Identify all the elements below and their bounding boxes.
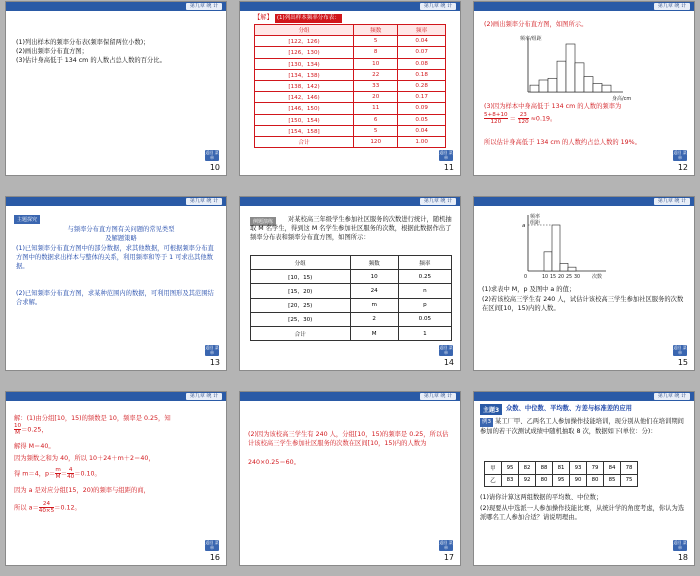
table-row bbox=[251, 326, 452, 340]
x-tick-label: 25 bbox=[566, 275, 573, 280]
table-cell: 0.04 bbox=[398, 36, 446, 47]
answer-line-2: (3)因为样本中身高低于 134 cm 的人数的频率为 bbox=[484, 103, 622, 110]
table-cell: 92 bbox=[519, 474, 536, 487]
histogram-bar bbox=[530, 85, 539, 92]
slide-11[interactable] bbox=[239, 1, 461, 176]
x-tick-label: 15 bbox=[550, 275, 557, 280]
solution-result: 240×0.25＝60。 bbox=[248, 459, 300, 466]
table-cell: 0.17 bbox=[398, 92, 446, 103]
topic-title: 众数、中位数、平均数、方差与标准差的应用 bbox=[506, 405, 632, 412]
top-bar bbox=[240, 197, 460, 206]
table-row bbox=[255, 92, 446, 103]
table-cell: 8 bbox=[354, 47, 398, 58]
solution-line-1b bbox=[14, 423, 48, 436]
fraction-numerator: 23 bbox=[519, 112, 527, 118]
fraction-denominator: M bbox=[55, 474, 61, 480]
table-cell: [130，134) bbox=[255, 58, 354, 69]
question-text bbox=[16, 38, 216, 65]
back-menu-icon[interactable]: 返回 菜单 bbox=[439, 150, 453, 160]
topic-title-line: 与频率分布直方图有关问题的常见类型 bbox=[67, 226, 175, 233]
x-tick-label: 30 bbox=[574, 275, 581, 280]
histogram-bar bbox=[548, 78, 557, 92]
approx-value: ≈0.19。 bbox=[530, 115, 557, 123]
topic-title-line: 及解题策略 bbox=[105, 235, 137, 242]
x-axis-label: 身高/cm bbox=[612, 96, 632, 102]
table-cell: [146，150) bbox=[255, 103, 354, 114]
table-cell: 81 bbox=[553, 462, 570, 475]
topic-title bbox=[26, 225, 216, 243]
chapter-label: 第九章 统 计 bbox=[654, 393, 690, 400]
table-cell: 0.05 bbox=[398, 312, 451, 326]
back-menu-icon[interactable]: 返回 菜单 bbox=[205, 150, 219, 160]
x-axis-label: 次数 bbox=[592, 274, 603, 280]
table-row bbox=[255, 69, 446, 80]
slide-16[interactable] bbox=[5, 391, 227, 566]
table-cell: 20 bbox=[354, 92, 398, 103]
x-tick-label: 10 bbox=[542, 275, 549, 280]
top-bar bbox=[240, 392, 460, 401]
histogram-bar bbox=[584, 77, 593, 92]
chapter-label: 第九章 统 计 bbox=[186, 3, 222, 10]
table-cell: 0.25 bbox=[398, 270, 451, 284]
solution-text: 得 m＝4，p＝ bbox=[14, 470, 56, 478]
table-cell: 85 bbox=[604, 474, 621, 487]
table-row bbox=[251, 298, 452, 312]
slide-10[interactable] bbox=[5, 1, 227, 176]
table-cell: M bbox=[350, 326, 398, 340]
slide-18[interactable] bbox=[473, 391, 695, 566]
question-2: (2)若该校高三学生有 240 人，试估计该校高三学生参加社区服务的次数在区间[10，15)内的人数。 bbox=[482, 296, 684, 312]
example-badge: 例3 bbox=[482, 419, 491, 425]
table-row bbox=[255, 136, 446, 147]
table-cell: 11 bbox=[354, 103, 398, 114]
solution-line-4 bbox=[14, 467, 101, 480]
histogram-bar bbox=[552, 225, 560, 271]
solution-tag: 【解】 bbox=[254, 14, 273, 21]
question-item: (3)估计身高低于 134 cm 的人数占总人数的百分比。 bbox=[16, 57, 166, 64]
back-menu-icon[interactable]: 返回 菜单 bbox=[673, 345, 687, 355]
table-cell: 0.28 bbox=[398, 80, 446, 91]
y-axis-label: 频率 bbox=[530, 214, 541, 220]
fraction-numerator: 24 bbox=[42, 501, 51, 507]
table-header-cell: 频率 bbox=[398, 25, 446, 36]
table-cell: 10 bbox=[354, 58, 398, 69]
slide-15[interactable] bbox=[473, 196, 695, 371]
slide-number: 16 bbox=[209, 553, 220, 562]
x-tick-label: 20 bbox=[558, 275, 565, 280]
table-header-cell: 分组 bbox=[251, 256, 351, 270]
table-row bbox=[485, 474, 638, 487]
table-cell: 合计 bbox=[255, 136, 354, 147]
table-cell: 5 bbox=[354, 36, 398, 47]
chapter-label: 第九章 统 计 bbox=[654, 198, 690, 205]
back-menu-icon[interactable]: 返回 菜单 bbox=[439, 540, 453, 550]
table-cell: [154，158] bbox=[255, 125, 354, 136]
table-cell: 120 bbox=[354, 136, 398, 147]
frequency-table bbox=[254, 24, 446, 148]
table-row bbox=[255, 36, 446, 47]
top-bar bbox=[6, 2, 226, 11]
table-cell: 80 bbox=[587, 474, 604, 487]
table-row bbox=[255, 58, 446, 69]
top-bar bbox=[474, 2, 694, 11]
solution-paragraph: (2)因为该校高三学生有 240 人，分组[10，15)的频率是 0.25，所以估计该校高三学生参加社区服务的次数在区间[10，15)内的人数为 bbox=[248, 431, 449, 447]
slide-17[interactable] bbox=[239, 391, 461, 566]
solution-line-2: 解得 M＝40。 bbox=[14, 443, 55, 450]
table-cell: 75 bbox=[621, 474, 638, 487]
histogram-bar bbox=[560, 263, 568, 271]
slide-number: 14 bbox=[443, 358, 454, 367]
table-row bbox=[251, 312, 452, 326]
topic-paragraph-1: (1)已知频率分布直方图中的部分数据，求其他数据，可根据频率分布直方图中的数据求出样本与整体的关系，利用频率和等于 1 可求出其他数据。 bbox=[16, 245, 214, 270]
table-cell: 33 bbox=[354, 80, 398, 91]
table-cell: 22 bbox=[354, 69, 398, 80]
table-cell: 0.04 bbox=[398, 125, 446, 136]
back-menu-icon[interactable]: 返回 菜单 bbox=[439, 345, 453, 355]
topic-badge: 主题探究 bbox=[14, 215, 40, 224]
table-cell: [15，20) bbox=[251, 284, 351, 298]
example-paragraph: 某工厂甲、乙两名工人参加操作技能培训，现分别从他们在培训期间参加的若干次测试成绩中随机抽取 8 次，数据如下(单位：分)： bbox=[480, 418, 684, 435]
table-cell: [142，146) bbox=[255, 92, 354, 103]
table-cell: 0.07 bbox=[398, 47, 446, 58]
fraction-denominator: 40 bbox=[67, 474, 75, 480]
solution-line-5: 因为 a 是对应分组[15，20)的频率与组距的商， bbox=[14, 487, 150, 494]
fraction-denominator: 120 bbox=[517, 119, 529, 125]
fraction-denominator: M bbox=[15, 430, 20, 436]
answer-line-3: 所以估计身高低于 134 cm 的人数约占总人数的 19%。 bbox=[484, 139, 641, 146]
solution-title: (1)列出样本频率分布表： bbox=[276, 15, 340, 21]
table-cell: 6 bbox=[354, 114, 398, 125]
table-cell: 83 bbox=[502, 474, 519, 487]
table-row bbox=[251, 270, 452, 284]
table-row bbox=[255, 47, 446, 58]
slide-number: 17 bbox=[443, 553, 454, 562]
chapter-label: 第九章 统 计 bbox=[654, 3, 690, 10]
top-bar bbox=[474, 392, 694, 401]
question-1: (1)请你计算这两组数据的平均数、中位数； bbox=[480, 494, 603, 501]
table-cell: [138，142) bbox=[255, 80, 354, 91]
table-cell: [25，30) bbox=[251, 312, 351, 326]
table-cell: [122，126) bbox=[255, 36, 354, 47]
table-cell: 78 bbox=[621, 462, 638, 475]
question-item: (2)画出频率分布直方图； bbox=[16, 48, 88, 55]
table-row bbox=[255, 80, 446, 91]
table-cell: [126，130) bbox=[255, 47, 354, 58]
table-cell: 79 bbox=[587, 462, 604, 475]
back-menu-icon[interactable]: 返回 菜单 bbox=[673, 540, 687, 550]
fraction-numerator: 10 bbox=[14, 423, 22, 429]
table-cell: 2 bbox=[350, 312, 398, 326]
table-cell: n bbox=[398, 284, 451, 298]
solution-text: ＝0.10。 bbox=[74, 470, 101, 478]
example-text bbox=[480, 417, 690, 436]
solution-line-3: 因为频数之和为 40，所以 10＋24＋m＋2＝40， bbox=[14, 455, 155, 462]
solution-line-6 bbox=[14, 501, 81, 514]
example-intro: 对某校高三年级学生参加社区服务的次数进行统计，随机抽取 M 名学生，得到这 M 名学生参加社区服务的次数，根据此数据作出了频率分布表和频率分布直方图，如图所示： bbox=[250, 216, 452, 241]
slide-number: 12 bbox=[677, 163, 688, 172]
histogram-bar bbox=[593, 83, 602, 92]
table-cell: m bbox=[350, 298, 398, 312]
table-cell: 0.08 bbox=[398, 58, 446, 69]
slide-13[interactable] bbox=[5, 196, 227, 371]
solution-text: ＝0.12。 bbox=[54, 504, 81, 512]
table-cell: 82 bbox=[519, 462, 536, 475]
slide-number: 11 bbox=[443, 163, 454, 172]
table-row bbox=[255, 114, 446, 125]
table-header-row bbox=[251, 256, 452, 270]
slide-number: 15 bbox=[677, 358, 688, 367]
topic-badge: 主题3 bbox=[480, 404, 502, 415]
fraction-denominator: 40×5 bbox=[38, 508, 55, 514]
back-menu-icon[interactable]: 返回 菜单 bbox=[673, 150, 687, 160]
table-cell: 1 bbox=[398, 326, 451, 340]
table-cell: 95 bbox=[502, 462, 519, 475]
table-cell: 5 bbox=[354, 125, 398, 136]
table-cell: 95 bbox=[553, 474, 570, 487]
table-header-cell: 频率 bbox=[398, 256, 451, 270]
table-cell: 乙 bbox=[485, 474, 502, 487]
table-cell: 0.05 bbox=[398, 114, 446, 125]
top-bar bbox=[6, 197, 226, 206]
slide-12[interactable] bbox=[473, 1, 695, 176]
slide-number: 18 bbox=[677, 553, 688, 562]
slide-number: 13 bbox=[209, 358, 220, 367]
table-row bbox=[485, 462, 638, 475]
table-cell: p bbox=[398, 298, 451, 312]
table-cell: [134，138) bbox=[255, 69, 354, 80]
answer-formula bbox=[484, 112, 556, 125]
table-header-cell: 频数 bbox=[354, 25, 398, 36]
table-cell: 90 bbox=[570, 474, 587, 487]
table-cell: [10，15) bbox=[251, 270, 351, 284]
fraction-numerator: 4 bbox=[68, 467, 73, 473]
top-bar bbox=[6, 392, 226, 401]
solution-text: 所以 a＝ bbox=[14, 504, 39, 512]
table-cell: 0.18 bbox=[398, 69, 446, 80]
answer-line-1: (2)画出频率分布直方图，如图所示。 bbox=[484, 21, 588, 28]
a-label: a bbox=[522, 223, 526, 229]
table-header-cell: 频数 bbox=[350, 256, 398, 270]
question-item: (1)列出样本的频率分布表(频率保留两位小数)； bbox=[16, 39, 150, 46]
table-row bbox=[251, 284, 452, 298]
top-bar bbox=[240, 2, 460, 11]
score-table bbox=[484, 461, 638, 487]
y-axis-label: 频率/组距 bbox=[520, 36, 542, 42]
table-cell: 80 bbox=[536, 474, 553, 487]
table-row bbox=[255, 125, 446, 136]
histogram-bar bbox=[575, 63, 584, 92]
solution-text: ＝0.25， bbox=[21, 426, 48, 434]
table-cell: 1.00 bbox=[398, 136, 446, 147]
table-cell: 93 bbox=[570, 462, 587, 475]
table-header-row bbox=[255, 25, 446, 36]
histogram-bar bbox=[557, 61, 566, 92]
slide-number: 10 bbox=[209, 163, 220, 172]
chapter-label: 第九章 统 计 bbox=[186, 198, 222, 205]
top-bar bbox=[474, 197, 694, 206]
histogram-bar bbox=[602, 85, 611, 92]
table-cell: 88 bbox=[536, 462, 553, 475]
chapter-label: 第九章 统 计 bbox=[420, 393, 456, 400]
back-menu-icon[interactable]: 返回 菜单 bbox=[205, 345, 219, 355]
frequency-table bbox=[250, 255, 452, 341]
histogram-bar bbox=[544, 252, 552, 271]
table-cell: 0.09 bbox=[398, 103, 446, 114]
question-2: (2)现要从中选派一人参加操作技能比赛，从统计学的角度考虑，你认为选派哪名工人参加合适？请说明理由。 bbox=[480, 505, 685, 521]
fraction-numerator: m bbox=[55, 467, 61, 473]
chapter-label: 第九章 统 计 bbox=[420, 3, 456, 10]
table-cell: 10 bbox=[350, 270, 398, 284]
solution-line-1: 解：(1)由分组[10，15)的频数是 10，频率是 0.25，知 bbox=[14, 415, 171, 422]
chapter-label: 第九章 统 计 bbox=[186, 393, 222, 400]
table-header-cell: 分组 bbox=[255, 25, 354, 36]
table-cell: [20，25) bbox=[251, 298, 351, 312]
table-cell: 甲 bbox=[485, 462, 502, 475]
histogram-bar bbox=[566, 44, 575, 92]
chapter-label: 第九章 统 计 bbox=[420, 198, 456, 205]
fraction-denominator: 120 bbox=[484, 118, 508, 125]
slide-14[interactable] bbox=[239, 196, 461, 371]
x-tick-label: 0 bbox=[524, 275, 528, 280]
y-axis-label-2: 组距 bbox=[530, 220, 541, 226]
table-cell: 24 bbox=[350, 284, 398, 298]
solution-heading bbox=[254, 13, 342, 23]
example-badge: 例题演练 bbox=[250, 217, 276, 226]
histogram-bar bbox=[568, 267, 576, 271]
table-cell: [150，154) bbox=[255, 114, 354, 125]
histogram-chart bbox=[514, 34, 644, 102]
fraction-numerator: 5+8+10 bbox=[484, 112, 508, 118]
solution-text: ＝ bbox=[60, 470, 68, 478]
topic-paragraph-2: (2)已知频率分布直方图，求某种范围内的数据，可利用图形及其范围结合求解。 bbox=[16, 290, 214, 306]
back-menu-icon[interactable]: 返回 菜单 bbox=[205, 540, 219, 550]
table-cell: 合计 bbox=[251, 326, 351, 340]
histogram-bar bbox=[539, 80, 548, 92]
histogram-chart bbox=[514, 211, 634, 283]
equals-sign: ＝ bbox=[509, 115, 516, 123]
table-cell: 84 bbox=[604, 462, 621, 475]
table-row bbox=[255, 103, 446, 114]
question-1: (1)求表中 M，p 及图中 a 的值； bbox=[482, 286, 576, 293]
